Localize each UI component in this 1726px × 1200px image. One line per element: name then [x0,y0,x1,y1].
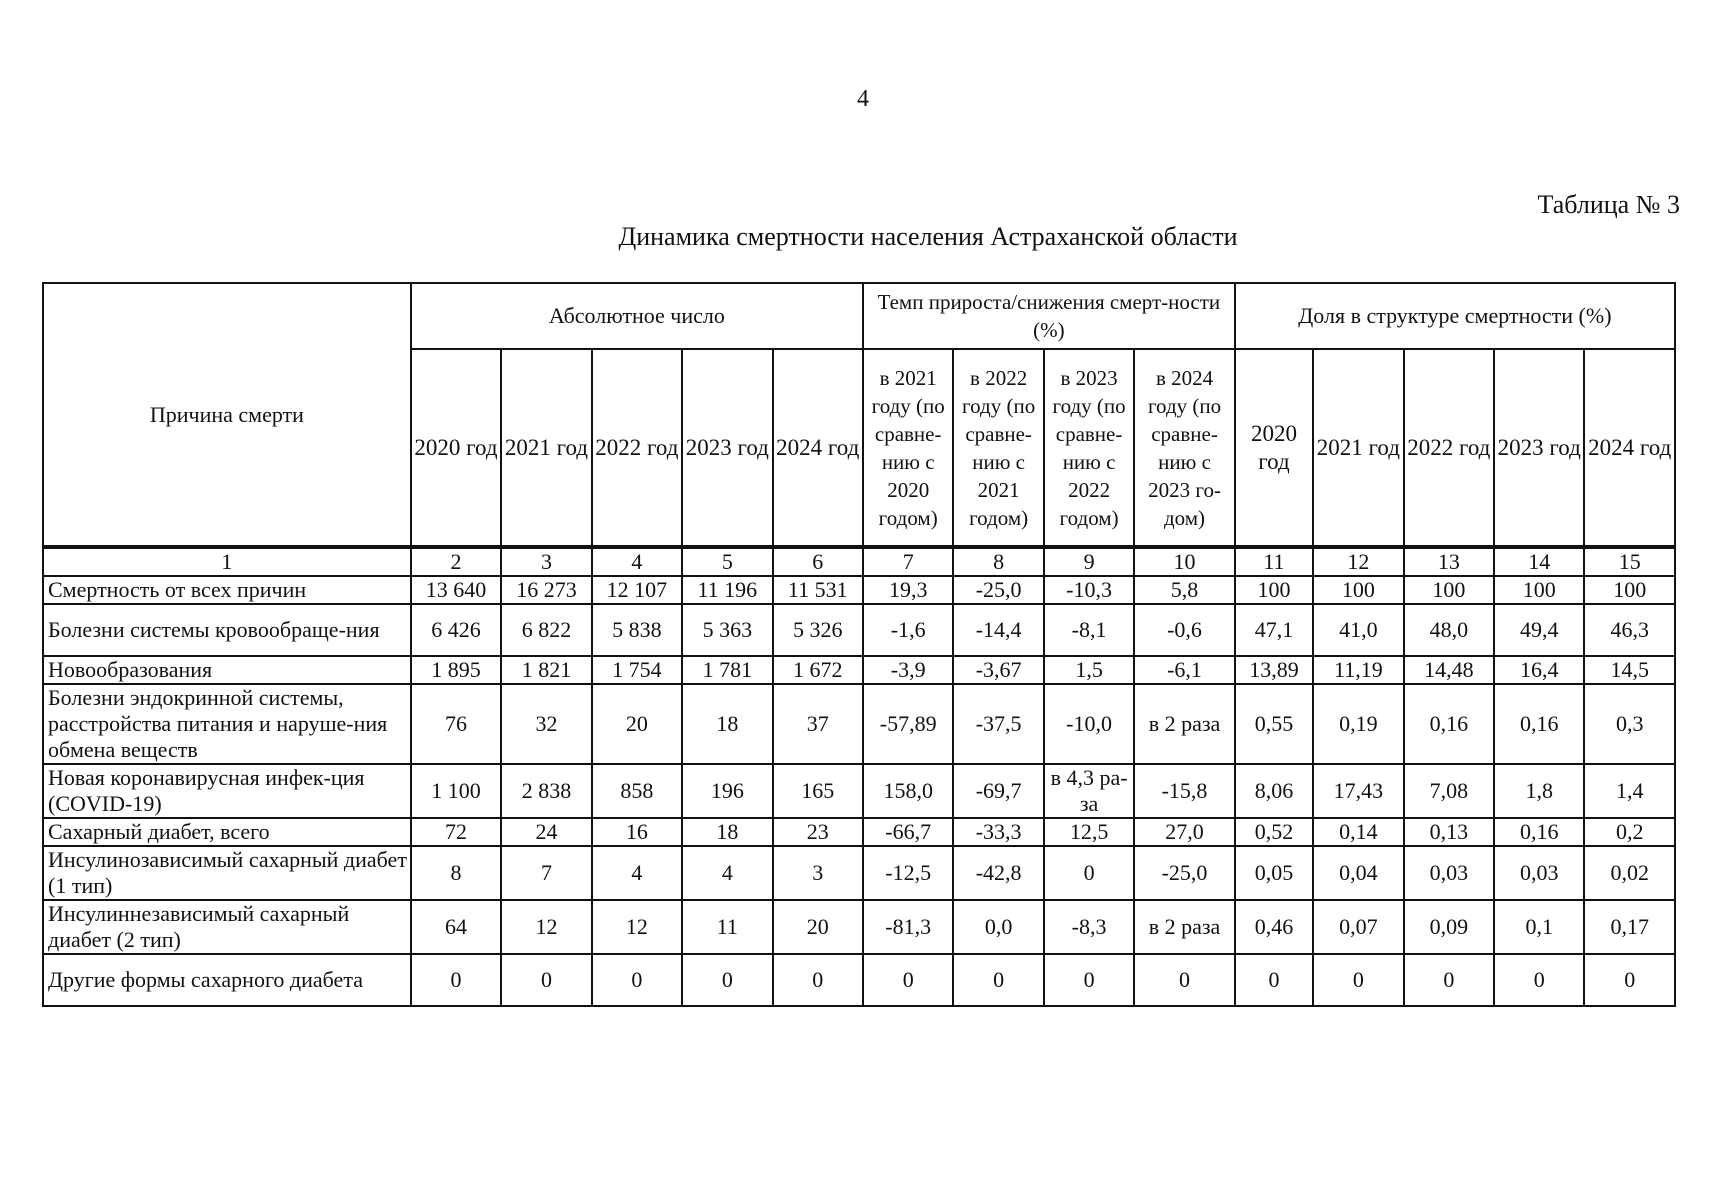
value-cell: 1 672 [773,656,863,684]
value-cell: 0 [1404,954,1494,1006]
value-cell: 858 [592,764,682,818]
cause-header: Причина смерти [43,283,411,547]
value-cell: -14,4 [953,604,1043,656]
value-cell: -81,3 [863,900,953,954]
value-cell: 4 [682,846,772,900]
value-cell: 0,09 [1404,900,1494,954]
value-cell: 1 754 [592,656,682,684]
value-cell: 100 [1313,576,1403,604]
value-cell: 20 [592,684,682,764]
table-row [43,656,1675,684]
table-row [43,818,1675,846]
value-cell: в 4,3 ра-за [1044,764,1134,818]
value-cell: 0,2 [1584,818,1675,846]
value-cell: 12 107 [592,576,682,604]
group-header-rate: Темп прироста/снижения смерт-ности (%) [863,283,1235,349]
value-cell: 13 640 [411,576,501,604]
cause-cell: Новообразования [43,656,411,684]
column-number-cell: 11 [1235,547,1313,576]
value-cell: 5,8 [1134,576,1235,604]
value-cell: -1,6 [863,604,953,656]
value-cell: 0,16 [1494,818,1584,846]
column-number-cell: 10 [1134,547,1235,576]
value-cell: 11 196 [682,576,772,604]
column-number-cell: 12 [1313,547,1403,576]
value-cell: 18 [682,818,772,846]
share-year-header: 2024 год [1584,349,1675,547]
table-row [43,900,1675,954]
value-cell: 17,43 [1313,764,1403,818]
value-cell: 8 [411,846,501,900]
rate-header: в 2023 году (по сравне-нию с 2022 годом) [1044,349,1134,547]
mortality-table [42,282,1676,1007]
cause-cell: Болезни эндокринной системы, расстройства питания и наруше-ния обмена веществ [43,684,411,764]
value-cell: 8,06 [1235,764,1313,818]
value-cell: 6 426 [411,604,501,656]
value-cell: 4 [592,846,682,900]
value-cell: 7,08 [1404,764,1494,818]
value-cell: 100 [1404,576,1494,604]
value-cell: 0,52 [1235,818,1313,846]
value-cell: 49,4 [1494,604,1584,656]
value-cell: 0 [682,954,772,1006]
column-number-cell: 2 [411,547,501,576]
value-cell: 11,19 [1313,656,1403,684]
cause-cell: Новая коронавирусная инфек-ция (COVID-19) [43,764,411,818]
value-cell: 27,0 [1134,818,1235,846]
column-number-cell: 14 [1494,547,1584,576]
value-cell: -66,7 [863,818,953,846]
value-cell: 0 [863,954,953,1006]
value-cell: 1 895 [411,656,501,684]
value-cell: в 2 раза [1134,900,1235,954]
value-cell: 0 [1313,954,1403,1006]
column-number-cell: 1 [43,547,411,576]
value-cell: 5 363 [682,604,772,656]
value-cell: -42,8 [953,846,1043,900]
value-cell: 23 [773,818,863,846]
value-cell: -33,3 [953,818,1043,846]
value-cell: в 2 раза [1134,684,1235,764]
value-cell: 0,17 [1584,900,1675,954]
column-number-cell: 7 [863,547,953,576]
group-header-share: Доля в структуре смертности (%) [1235,283,1675,349]
value-cell: 0 [1494,954,1584,1006]
value-cell: 16 [592,818,682,846]
cause-cell: Сахарный диабет, всего [43,818,411,846]
value-cell: 13,89 [1235,656,1313,684]
rate-header: в 2024 году (по сравне-нию с 2023 го-дом) [1134,349,1235,547]
abs-year-header: 2023 год [682,349,772,547]
value-cell: 1,8 [1494,764,1584,818]
table-row [43,954,1675,1006]
value-cell: -3,67 [953,656,1043,684]
share-year-header: 2023 год [1494,349,1584,547]
value-cell: -0,6 [1134,604,1235,656]
value-cell: 0,55 [1235,684,1313,764]
value-cell: 0 [773,954,863,1006]
value-cell: 0 [1235,954,1313,1006]
rate-header: в 2021 году (по сравне-нию с 2020 годом) [863,349,953,547]
value-cell: 5 838 [592,604,682,656]
value-cell: 100 [1235,576,1313,604]
table-row [43,764,1675,818]
value-cell: 0,04 [1313,846,1403,900]
abs-year-header: 2022 год [592,349,682,547]
value-cell: 0,05 [1235,846,1313,900]
column-number-cell: 4 [592,547,682,576]
column-numbers-row [43,547,1675,576]
value-cell: 1 100 [411,764,501,818]
cause-cell: Смертность от всех причин [43,576,411,604]
value-cell: 32 [501,684,591,764]
value-cell: 1 821 [501,656,591,684]
value-cell: 0,46 [1235,900,1313,954]
value-cell: -3,9 [863,656,953,684]
value-cell: -6,1 [1134,656,1235,684]
document-title: Динамика смертности населения Астраханской области [618,222,1238,251]
value-cell: -8,3 [1044,900,1134,954]
value-cell: 0,13 [1404,818,1494,846]
value-cell: 0,3 [1584,684,1675,764]
value-cell: 158,0 [863,764,953,818]
value-cell: 0 [592,954,682,1006]
abs-year-header: 2021 год [501,349,591,547]
value-cell: 3 [773,846,863,900]
value-cell: 0 [501,954,591,1006]
value-cell: -69,7 [953,764,1043,818]
value-cell: 46,3 [1584,604,1675,656]
share-year-header: 2021 год [1313,349,1403,547]
value-cell: -15,8 [1134,764,1235,818]
value-cell: 0 [1134,954,1235,1006]
value-cell: 18 [682,684,772,764]
column-number-cell: 13 [1404,547,1494,576]
value-cell: 0,0 [953,900,1043,954]
value-cell: 7 [501,846,591,900]
value-cell: -10,3 [1044,576,1134,604]
value-cell: 1,4 [1584,764,1675,818]
value-cell: 0 [411,954,501,1006]
table-row [43,846,1675,900]
value-cell: -8,1 [1044,604,1134,656]
value-cell: -25,0 [1134,846,1235,900]
value-cell: -12,5 [863,846,953,900]
value-cell: 48,0 [1404,604,1494,656]
value-cell: 100 [1584,576,1675,604]
cause-cell: Инсулиннезависимый сахарный диабет (2 тип) [43,900,411,954]
value-cell: 0,1 [1494,900,1584,954]
value-cell: 6 822 [501,604,591,656]
rate-header: в 2022 году (по сравне-нию с 2021 годом) [953,349,1043,547]
value-cell: -25,0 [953,576,1043,604]
table-label: Таблица № 3 [1537,190,1680,219]
value-cell: -57,89 [863,684,953,764]
table-row [43,604,1675,656]
cause-cell: Болезни системы кровообраще-ния [43,604,411,656]
value-cell: 0 [1044,846,1134,900]
value-cell: 19,3 [863,576,953,604]
value-cell: 24 [501,818,591,846]
column-number-cell: 15 [1584,547,1675,576]
value-cell: -37,5 [953,684,1043,764]
value-cell: 11 [682,900,772,954]
value-cell: 1 781 [682,656,772,684]
value-cell: 0,03 [1404,846,1494,900]
value-cell: 1,5 [1044,656,1134,684]
value-cell: 0,03 [1494,846,1584,900]
value-cell: 0 [1044,954,1134,1006]
value-cell: 0 [1584,954,1675,1006]
value-cell: 5 326 [773,604,863,656]
value-cell: 100 [1494,576,1584,604]
value-cell: 12,5 [1044,818,1134,846]
value-cell: 11 531 [773,576,863,604]
value-cell: 20 [773,900,863,954]
share-year-header: 2020 год [1235,349,1313,547]
value-cell: 72 [411,818,501,846]
value-cell: 196 [682,764,772,818]
value-cell: 41,0 [1313,604,1403,656]
value-cell: 12 [501,900,591,954]
cause-cell: Другие формы сахарного диабета [43,954,411,1006]
value-cell: 0,14 [1313,818,1403,846]
column-number-cell: 5 [682,547,772,576]
column-number-cell: 9 [1044,547,1134,576]
value-cell: 0 [953,954,1043,1006]
abs-year-header: 2024 год [773,349,863,547]
abs-year-header: 2020 год [411,349,501,547]
value-cell: 0,07 [1313,900,1403,954]
value-cell: 47,1 [1235,604,1313,656]
value-cell: 0,16 [1494,684,1584,764]
table-row [43,576,1675,604]
page-number: 4 [857,86,869,112]
value-cell: 0,19 [1313,684,1403,764]
value-cell: 14,5 [1584,656,1675,684]
value-cell: 0,02 [1584,846,1675,900]
value-cell: 14,48 [1404,656,1494,684]
cause-cell: Инсулинозависимый сахарный диабет (1 тип) [43,846,411,900]
value-cell: 165 [773,764,863,818]
column-number-cell: 8 [953,547,1043,576]
value-cell: 16 273 [501,576,591,604]
column-number-cell: 3 [501,547,591,576]
value-cell: 16,4 [1494,656,1584,684]
value-cell: 2 838 [501,764,591,818]
value-cell: 64 [411,900,501,954]
value-cell: 37 [773,684,863,764]
group-header-absolute: Абсолютное число [411,283,863,349]
column-number-cell: 6 [773,547,863,576]
value-cell: 0,16 [1404,684,1494,764]
value-cell: 76 [411,684,501,764]
table-row [43,684,1675,764]
value-cell: 12 [592,900,682,954]
share-year-header: 2022 год [1404,349,1494,547]
value-cell: -10,0 [1044,684,1134,764]
